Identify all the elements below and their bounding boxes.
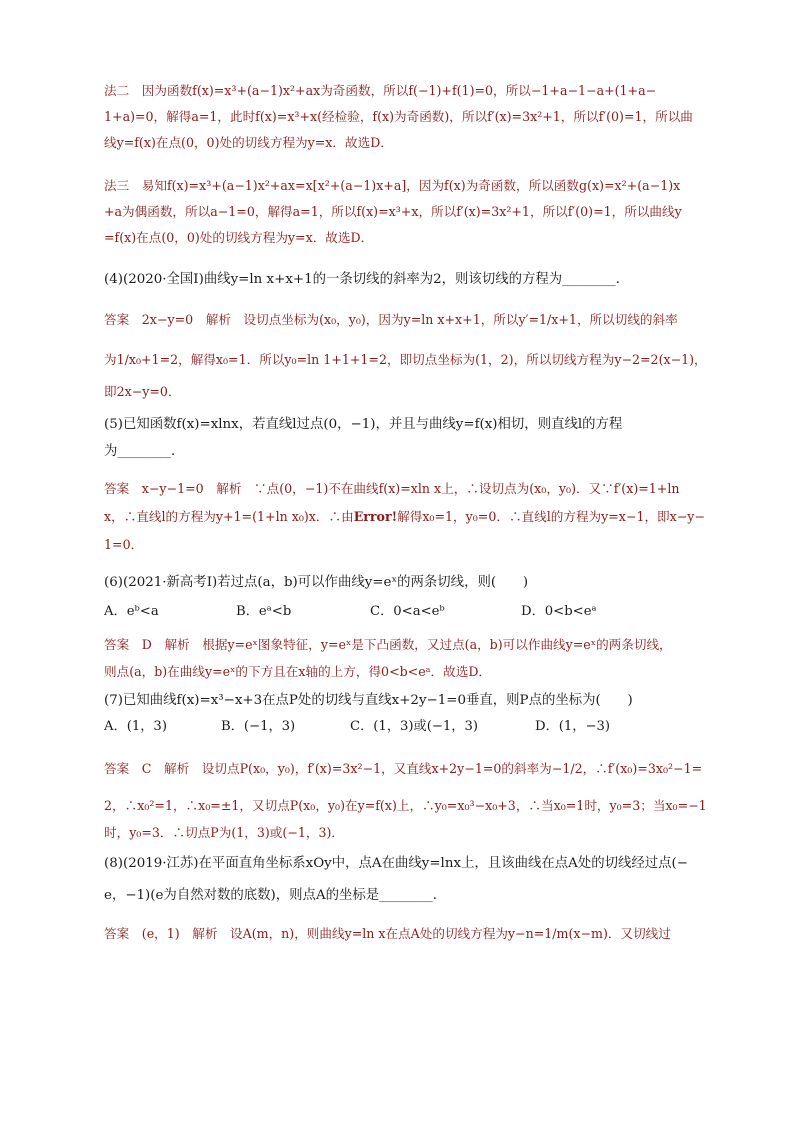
q8-question-line1: (8)(2019·江苏)在平面直角坐标系xOy中，点A在曲线y=lnx上，且该曲线在点A处的切线经过点(− <box>104 856 688 871</box>
q4-answer-line1: 答案 2x−y=0 解析 设切点坐标为(x₀，y₀)，因为y=ln x+x+1，所以y′=1/x+1，所以切线的斜率 <box>104 312 678 327</box>
q7-answer-line3: 时，y₀=3．∴切点P为(1，3)或(−1，3)． <box>104 825 344 840</box>
q6-option-d: D．0<b<eᵃ <box>521 604 597 619</box>
method3-line2: +a为偶函数，所以a−1=0，解得a=1，所以f(x)=x³+x，所以f′(x)=3x²+1，所以f′(0)=1，所以曲线y <box>104 204 682 219</box>
q8-question-line2: e，−1)(e为自然对数的底数)，则点A的坐标是________． <box>104 888 447 903</box>
q7-option-d: D．(1，−3) <box>535 719 611 734</box>
method3-line1: 法三 易知f(x)=x³+(a−1)x²+ax=x[x²+(a−1)x+a]，因为f(x)为奇函数，所以函数g(x)=x²+(a−1)x <box>104 178 681 193</box>
q6-option-a: A．eᵇ<a <box>104 604 159 619</box>
q5-answer-line1: 答案 x−y−1=0 解析 ∵点(0，−1)不在曲线f(x)=xln x上，∴设切点为(x₀，y₀)．又∵f′(x)=1+ln <box>104 481 680 496</box>
method2-line1: 法二 因为函数f(x)=x³+(a−1)x²+ax为奇函数，所以f(−1)+f(1)=0，所以−1+a−1−a+(1+a− <box>104 83 657 98</box>
q7-option-a: A．(1，3) <box>104 719 167 734</box>
q7-option-b: B．(−1，3) <box>221 719 296 734</box>
q5-question-line1: (5)已知函数f(x)=xlnx，若直线l过点(0，−1)，并且与曲线y=f(x)相切，则直线l的方程 <box>104 417 623 432</box>
q6-option-c: C．0<a<eᵇ <box>370 604 445 619</box>
q4-answer-line2: 为1/x₀+1=2，解得x₀=1．所以y₀=ln 1+1+1=2，即切点坐标为(1，2)，所以切线方程为y−2=2(x−1)， <box>104 352 707 367</box>
q6-option-b: B．eᵃ<b <box>236 604 292 619</box>
q5-question-line2: 为________． <box>104 444 185 459</box>
q6-question: (6)(2021·新高考Ⅰ)若过点(a，b)可以作曲线y=eˣ的两条切线，则( ) <box>104 575 529 590</box>
q5-answer-line2 <box>104 508 724 526</box>
q5-answer-line2-end: 解得x₀=1，y₀=0．∴直线l的方程为y=x−1，即x−y− <box>397 509 705 524</box>
method2-line3: 线y=f(x)在点(0，0)处的切线方程为y=x．故选D． <box>104 135 393 150</box>
q6-answer-line1: 答案 D 解析 根据y=eˣ图象特征，y=eˣ是下凸函数，又过点(a，b)可以作曲线y=eˣ的两条切线， <box>104 637 672 652</box>
q5-answer-line2-start: x，∴直线l的方程为y+1=(1+ln x₀)x．∴由 <box>104 509 354 524</box>
q7-option-c: C．(1，3)或(−1，3) <box>350 719 479 734</box>
q7-answer-line2: 2，∴x₀²=1，∴x₀=±1，又切点P(x₀，y₀)在y=f(x)上，∴y₀=x₀³−x₀+3，∴当x₀=1时，y₀=3；当x₀=−1 <box>104 798 707 813</box>
q4-question: (4)(2020·全国Ⅰ)曲线y=ln x+x+1的一条切线的斜率为2，则该切线的方程为________． <box>104 272 630 287</box>
method2-line2: 1+a)=0，解得a=1，此时f(x)=x³+x(经检验，f(x)为奇函数)，所以f′(x)=3x²+1，所以f′(0)=1，所以曲 <box>104 109 693 124</box>
q8-answer-line1: 答案 (e，1) 解析 设A(m，n)，则曲线y=ln x在点A处的切线方程为y−n=1/m(x−m)．又切线过 <box>104 926 671 941</box>
q5-answer-line3: 1=0． <box>104 537 144 552</box>
q4-answer-line3: 即2x−y=0． <box>104 384 181 399</box>
q5-error-text: Error! <box>353 509 398 524</box>
q7-answer-line1: 答案 C 解析 设切点P(x₀，y₀)，f′(x)=3x²−1，又直线x+2y−1=0的斜率为−1/2，∴f′(x₀)=3x₀²−1= <box>104 761 703 776</box>
q6-answer-line2: 则点(a，b)在曲线y=eˣ的下方且在x轴的上方，得0<b<eᵃ．故选D． <box>104 664 492 679</box>
q7-question: (7)已知曲线f(x)=x³−x+3在点P处的切线与直线x+2y−1=0垂直，则P点的坐标为( ) <box>104 693 633 708</box>
method3-line3: =f(x)在点(0，0)处的切线方程为y=x．故选D． <box>104 230 374 245</box>
